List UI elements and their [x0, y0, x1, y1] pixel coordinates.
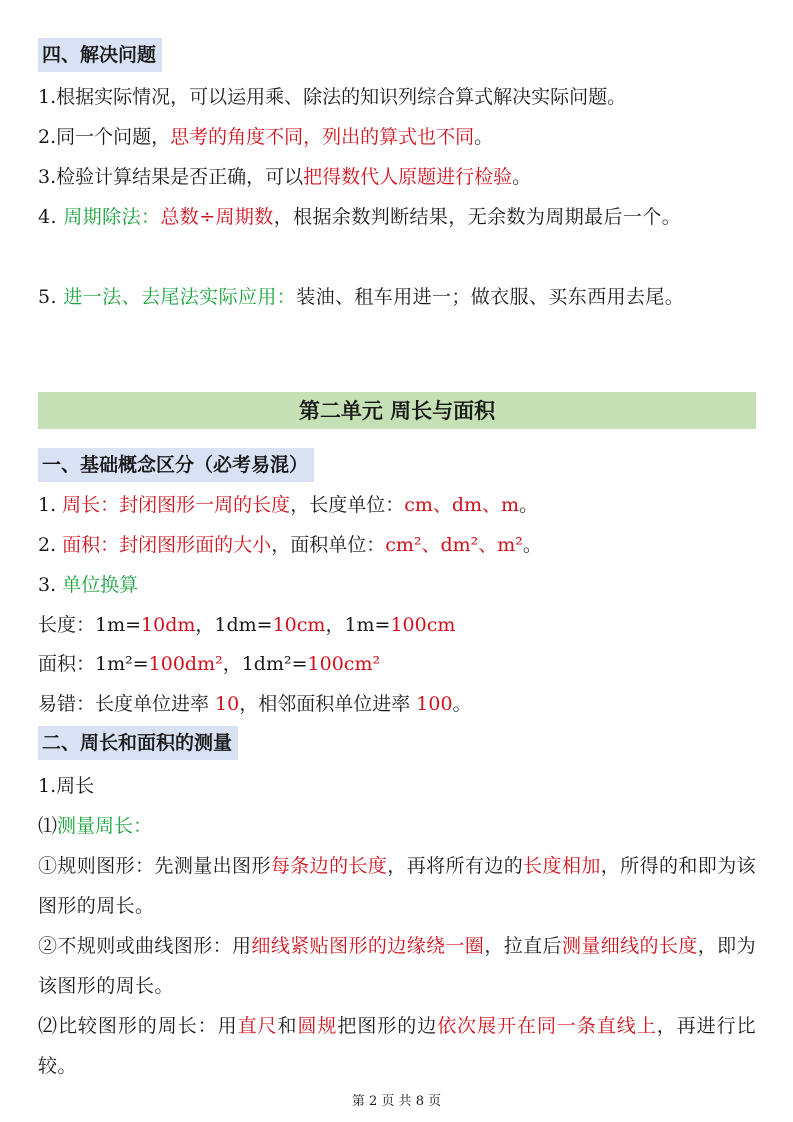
error-note-a: 易错：长度单位进率 [38, 693, 216, 715]
s4-item-4-formula: 总数÷周期数 [160, 206, 274, 228]
page-number: 第 2 页 共 8 页 [351, 1094, 442, 1109]
irregular-shape-rule [38, 926, 756, 1006]
p1-item-3 [38, 565, 756, 605]
area-label: 面积：1m²= [38, 653, 149, 675]
s4-item-3 [38, 157, 756, 197]
regular-d: 长度相加 [523, 855, 601, 877]
p1-item-2-num: 2. [38, 534, 63, 556]
s4-item-2 [38, 117, 756, 157]
s4-item-3-c: 。 [512, 166, 532, 188]
p1-item-2-def: 面积：封闭图形面的大小 [62, 534, 272, 556]
measure-term: 测量周长： [57, 815, 153, 837]
part1-heading-row [38, 448, 756, 482]
error-note-rate-10: 10 [215, 693, 240, 715]
measure-num: ⑴ [38, 815, 58, 837]
p1-item-1-mid: ，长度单位： [290, 494, 405, 516]
s4-item-1-text: 1.根据实际情况，可以运用乘、除法的知识列综合算式解决实际问题。 [38, 86, 627, 108]
s4-item-3-a: 3.检验计算结果是否正确，可以 [38, 166, 304, 188]
s4-item-1 [38, 77, 756, 117]
s4-item-2-highlight: 思考的角度不同，列出的算式也不同 [170, 126, 475, 148]
s4-item-2-a: 2.同一个问题， [38, 126, 171, 148]
irregular-c: ，拉直后 [484, 935, 562, 957]
length-label: 长度：1m= [38, 614, 142, 636]
compare-compass: 圆规 [297, 1015, 338, 1037]
length-mid-2: ，1m= [325, 614, 391, 636]
unit-title-banner [38, 392, 756, 429]
p1-item-1-def: 周长：封闭图形一周的长度 [62, 494, 291, 516]
page-number-footer [0, 1090, 793, 1109]
section4-heading: 四、解决问题 [38, 38, 162, 72]
s4-item-5-term: 进一法、去尾法实际应用： [63, 286, 297, 308]
part1-heading: 一、基础概念区分（必考易混） [38, 448, 314, 482]
p1-item-2-end: 。 [522, 534, 542, 556]
compare-end: ，再进行比较。 [38, 1015, 756, 1077]
s4-item-5-rest: 装油、租车用进一；做衣服、买东西用去尾。 [296, 286, 685, 308]
error-note-rate-100: 100 [416, 693, 453, 715]
p1-item-3-term: 单位换算 [62, 574, 139, 596]
regular-b: 每条边的长度 [270, 855, 388, 877]
s4-item-4-rest: ，根据余数判断结果，无余数为周期最后一个。 [273, 206, 682, 228]
unit-title: 第二单元 周长与面积 [298, 398, 496, 423]
measure-perimeter-heading [38, 806, 756, 846]
irregular-b: 细线紧贴图形的边缘绕一圈 [251, 935, 485, 957]
area-value-2: 100cm² [307, 653, 381, 675]
compare-perimeter-rule [38, 1006, 756, 1086]
regular-c: ，再将所有边的 [387, 855, 524, 877]
p1-item-1-end: 。 [519, 494, 539, 516]
s4-item-4-num: 4. [38, 206, 64, 228]
error-note-c: ，相邻面积单位进率 [239, 693, 417, 715]
p1-item-3-num: 3. [38, 574, 63, 596]
compare-a: ⑵比较图形的周长：用 [38, 1015, 238, 1037]
p1-item-2-mid: ，面积单位： [271, 534, 386, 556]
s4-item-2-c: 。 [474, 126, 494, 148]
error-note [38, 684, 756, 724]
s4-item-4 [38, 197, 756, 237]
length-mid-1: ，1dm= [195, 614, 273, 636]
area-value-1: 100dm² [148, 653, 223, 675]
length-value-1: 10dm [141, 614, 196, 636]
p1-item-1 [38, 485, 756, 525]
s4-item-4-term: 周期除法： [63, 206, 161, 228]
regular-a: ①规则图形：先测量出图形 [38, 855, 271, 877]
perimeter-subheading [38, 766, 756, 806]
s4-item-5-num: 5. [38, 286, 64, 308]
s4-item-5 [38, 277, 756, 317]
compare-and: 和 [277, 1015, 298, 1037]
regular-e: ，所得的和即为该图形的周长。 [38, 855, 756, 917]
s4-item-3-highlight: 把得数代人原题进行检验 [303, 166, 513, 188]
irregular-d: 测量细线的长度 [561, 935, 698, 957]
part2-heading-row [38, 726, 756, 760]
section4-heading-row [38, 38, 756, 72]
irregular-a: ②不规则或曲线图形：用 [38, 935, 252, 957]
p1-item-1-units: cm、dm、m [404, 494, 520, 516]
regular-shape-rule [38, 846, 756, 926]
length-value-3: 100cm [390, 614, 456, 636]
p1-item-2 [38, 525, 756, 565]
perimeter-subheading-text: 1.周长 [38, 775, 95, 797]
error-note-end: 。 [452, 693, 472, 715]
p1-item-1-num: 1. [38, 494, 63, 516]
compare-e: 把图形的边 [337, 1015, 438, 1037]
irregular-e: ，即为该图形的周长。 [38, 935, 756, 997]
area-mid: ，1dm²= [222, 653, 308, 675]
area-conversion [38, 644, 756, 684]
length-conversion [38, 605, 756, 645]
compare-unfold: 依次展开在同一条直线上 [437, 1015, 657, 1037]
length-value-2: 10cm [272, 614, 326, 636]
p1-item-2-units: cm²、dm²、m² [385, 534, 523, 556]
compare-ruler: 直尺 [237, 1015, 278, 1037]
part2-heading: 二、周长和面积的测量 [38, 726, 238, 760]
